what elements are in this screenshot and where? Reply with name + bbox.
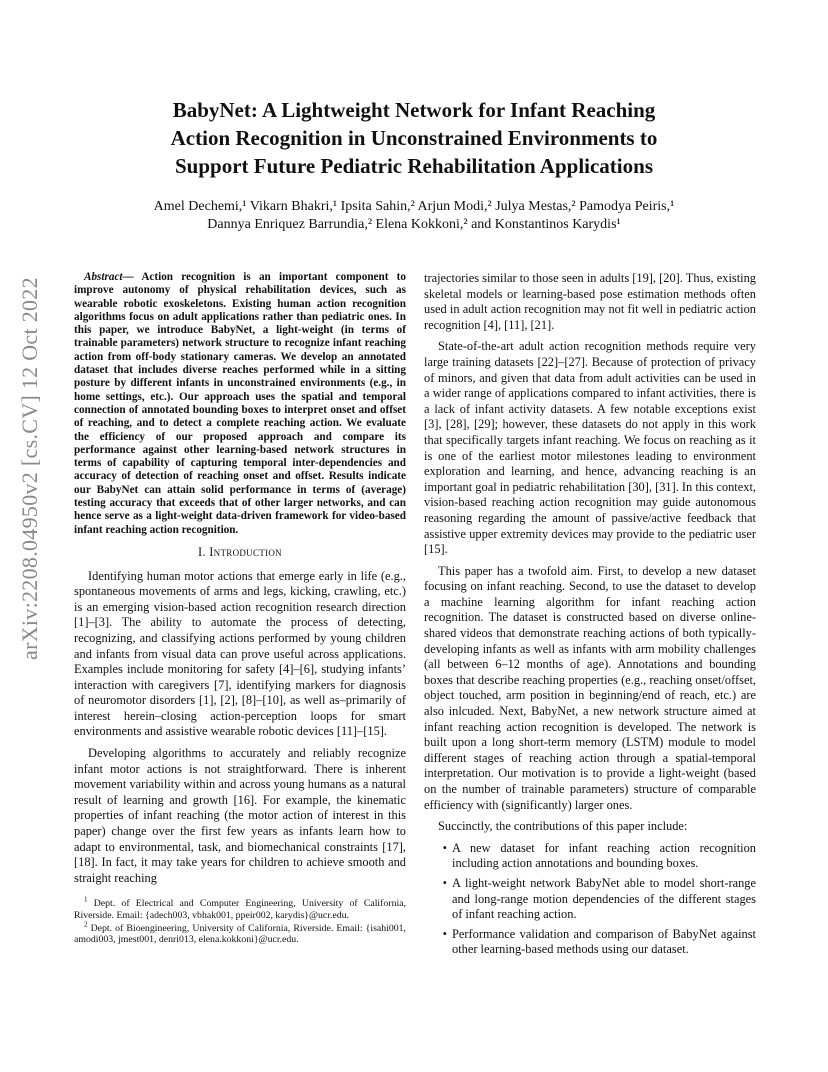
footnote-mark: 2 (84, 920, 88, 929)
section-title: Introduction (209, 544, 282, 559)
footnote (74, 898, 406, 921)
abstract-label: Abstract (84, 271, 123, 283)
footnotes (74, 898, 406, 945)
paragraph: Developing algorithms to accurately and reliably recognize infant motor actions is not straightforward. There is inherent movement variability within and across young humans as a natural result of learning and growth [16]. For example, the kinematic properties of infant reaching (the motor action of interest in this paper) change over the first few years as infants learn how to adapt to environmental, task, and biomechanical constraints [17], [18]. In fact, it may take years for children to achieve smooth and straight reaching (74, 746, 406, 885)
section-heading-introduction (74, 545, 406, 561)
paragraph: This paper has a twofold aim. First, to develop a new dataset focusing on infant reaching. Second, to use the dataset to develop a machine learning algorithm for infant reaching action recognition. The dataset is constructed based on diverse online-shared videos that demonstrate reaching actions of both typically-developing infants as well as infants with arm mobility challenges (all between 6–12 months of age). Annotations and bounding boxes that describe reaching properties (e.g., reaching onset/offset, object touched, arm position in beginning/end of reach, etc.) are also inlcuded. Next, BabyNet, a new network structure aimed at infant reaching action recognition is developed. The network is built upon a long short-term memory (LSTM) module to model different stages of reaching action through a spatial-temporal interpretation. Our motivation is to provide a light-weight (based on the number of trainable parameters) structure of comparable efficiency with (significantly) larger ones. (424, 563, 756, 812)
list-item: • A new dataset for infant reaching action recognition including action annotations and bounding boxes. (450, 841, 756, 872)
right-column (424, 271, 756, 962)
paragraph: State-of-the-art adult action recognition methods require very large training datasets [22]–[27]. Because of protection of privacy of minors, and given that data from adult activities can be used in a wider range of applications compared to infant activities, there is a lack of infant activity datasets. A few notable exceptions exist [3], [28], [29]; however, these datasets do not apply in this work that specifically targets infant reaching. We focus on reaching as it is one of the earliest motor milestones leading to environment exploration and learning, and hence, advancing reaching is an important goal in pediatric rehabilitation [30], [31]. In this context, vision-based reaching action recognition may guide autonomous reasoning regarding the amount of passive/active feedback that assistive upper extremity devices may provide to the pediatric user [15]. (424, 339, 756, 557)
title-line: Action Recognition in Unconstrained Environments to (170, 126, 658, 150)
footnote-text: Dept. of Electrical and Computer Engineering, University of California, Riverside. Email: {adech003, vbhak001, ppeir002, karydis}@ucr.edu. (74, 898, 406, 921)
section-number: I. (198, 544, 206, 559)
list-item: • Performance validation and comparison of BabyNet against other learning-based methods using our dataset. (450, 927, 756, 958)
list-item: • A light-weight network BabyNet able to model short-range and long-range motion dependencies of the different stages of infant reaching action. (450, 876, 756, 923)
author-line: Dannya Enriquez Barrundia,² Elena Kokkoni,² and Konstantinos Karydis¹ (207, 217, 621, 232)
left-column (74, 271, 406, 947)
footnote-mark: 1 (84, 896, 88, 905)
paper-title (60, 96, 768, 180)
author-line: Amel Dechemi,¹ Vikarn Bhakri,¹ Ipsita Sahin,² Arjun Modi,² Julya Mestas,² Pamodya Peiris,¹ (153, 199, 675, 214)
author-list (60, 198, 768, 234)
title-line: BabyNet: A Lightweight Network for Infant Reaching (172, 98, 656, 122)
abstract-text: — Action recognition is an important component to improve autonomy of physical rehabilitation devices, such as wearable robotic exoskeletons. Existing human action recognition algorithms focus on adult applications rather than pediatric ones. In this paper, we introduce BabyNet, a light-weight (in terms of trainable parameters) network structure to recognize infant reaching action from off-body stationary cameras. We develop an annotated dataset that includes diverse reaches performed while in a sitting posture by different infants in unconstrained environments (e.g., in home settings, etc.). Our approach uses the spatial and temporal connection of annotated bounding boxes to interpret onset and offset of reaching, and to detect a complete reaching action. We evaluate the efficiency of our proposed approach and compare its performance against other learning-based network structures in terms of capability of capturing temporal inter-dependencies and accuracy of detection of reaching onset and offset. Results indicate our BabyNet can attain solid performance in terms of (average) testing accuracy that exceeds that of other larger networks, and can hence serve as a light-weight data-driven framework for video-based infant reaching action recognition. (74, 271, 406, 536)
contribution-list (424, 841, 756, 958)
paragraph: Identifying human motor actions that emerge early in life (e.g., spontaneous movements of arms and legs, kicking, crawling, etc.) is an emerging vision-based action recognition research direction [1]–[3]. The ability to automate the process of detecting, recognizing, and classifying actions performed by young children and infants from visual data can prove useful across applications. Examples include monitoring for safety [4]–[6], studying infants’ interaction with caregivers [7], identifying markers for diagnosis of neuromotor disorders [1], [2], [8]–[10], as well as–primarily of interest herein–closing action-perception loops for smart environments and assistive wearable robotic devices [11]–[15]. (74, 568, 406, 739)
footnote-text: Dept. of Bioengineering, University of California, Riverside. Email: {isahi001, amodi003, jmest001, denri013, elena.kokkoni}@ucr.edu. (74, 922, 406, 946)
paragraph: trajectories similar to those seen in adults [19], [20]. Thus, existing skeletal models or learning-based pose estimation methods often used in adult action recognition may not fit well in pediatric action recognition [4], [11], [21]. (424, 271, 756, 332)
arxiv-side-identifier: arXiv:2208.04950v2 [cs.CV] 12 Oct 2022 (17, 277, 42, 660)
paragraph: Succinctly, the contributions of this paper include: (438, 819, 688, 834)
footnote (74, 920, 406, 946)
abstract (74, 271, 406, 537)
title-line: Support Future Pediatric Rehabilitation Applications (175, 154, 653, 178)
